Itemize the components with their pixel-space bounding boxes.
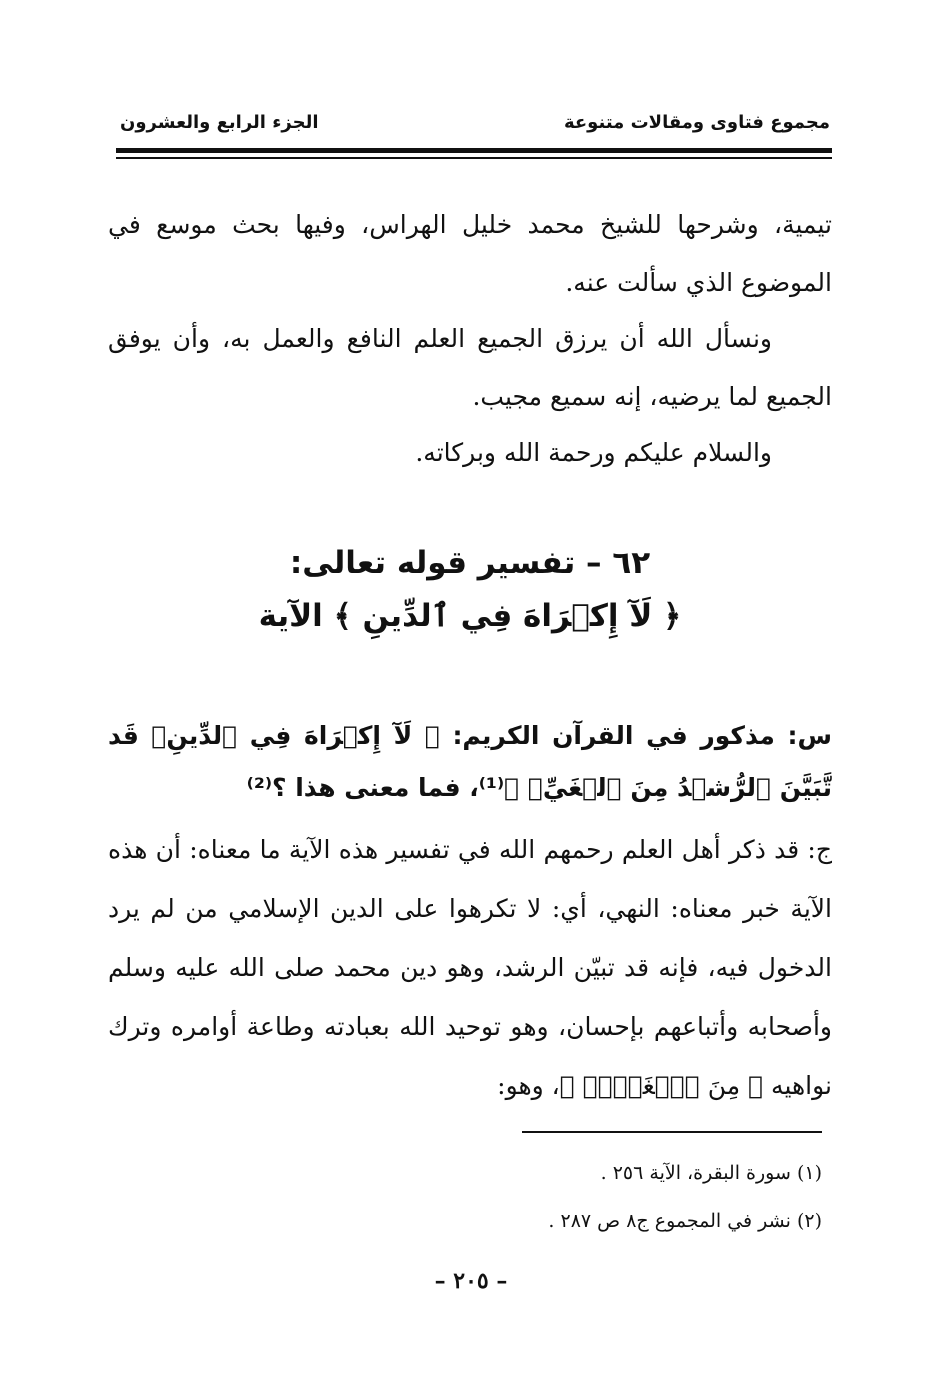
paragraph-continuation: تيمية، وشرحها للشيخ محمد خليل الهراس، وفيها بحث موسع في الموضوع الذي سألت عنه. — [108, 210, 832, 297]
section-title: ٦٢ – تفسير قوله تعالى: — [289, 545, 651, 581]
paragraph-salam: والسلام عليكم ورحمة الله وبركاته. — [415, 438, 772, 467]
page-number: – ٢٠٥ – — [434, 1268, 508, 1294]
footnote-rule — [522, 1131, 822, 1133]
header-book-title: مجموع فتاوى ومقالات متنوعة — [563, 112, 830, 133]
footnote-2: (٢) نشر في المجموع ج٨ ص ٢٨٧ . — [548, 1210, 822, 1232]
footnote-1: (١) سورة البقرة، الآية ٢٥٦ . — [600, 1162, 822, 1184]
header-rule-thin — [116, 157, 832, 159]
section-title-verse: ﴿ لَآ إِكۡرَاهَ فِي ٱلدِّينِ ﴾ الآية — [258, 598, 682, 634]
header-rule-thick — [116, 148, 832, 153]
question-paragraph: س: مذكور في القرآن الكريم: ﴿ لَآ إِكۡرَاهَ فِي ٱلدِّينِۖ قَد تَّبَيَّنَ ٱلرُّشۡدُ مِنَ ٱلۡغَيِّۚ ﴾⁽¹⁾، فما معنى هذا ؟⁽²⁾ — [108, 721, 832, 802]
paragraph-dua: ونسأل الله أن يرزق الجميع العلم النافع والعمل به، وأن يوفق الجميع لما يرضيه، إنه سميع مجيب. — [108, 324, 832, 411]
answer-paragraph: ج: قد ذكر أهل العلم رحمهم الله في تفسير هذه الآية ما معناه: أن هذه الآية خبر معناه: النهي، أي: لا تكرهوا على الدين الإسلامي من لم يرد الدخول فيه، فإنه قد تبيّن الرشد، وهو دين محمد صلى الله عليه وسلم وأصحابه وأتباعهم بإحسان، وهو توحيد الله بعبادته وطاعة أوامره وترك نواهيه ﴿ مِنَ ٱلۡغَيِّۚ ﴾، وهو: — [108, 835, 832, 1100]
header-volume-title: الجزء الرابع والعشرون — [120, 112, 319, 133]
